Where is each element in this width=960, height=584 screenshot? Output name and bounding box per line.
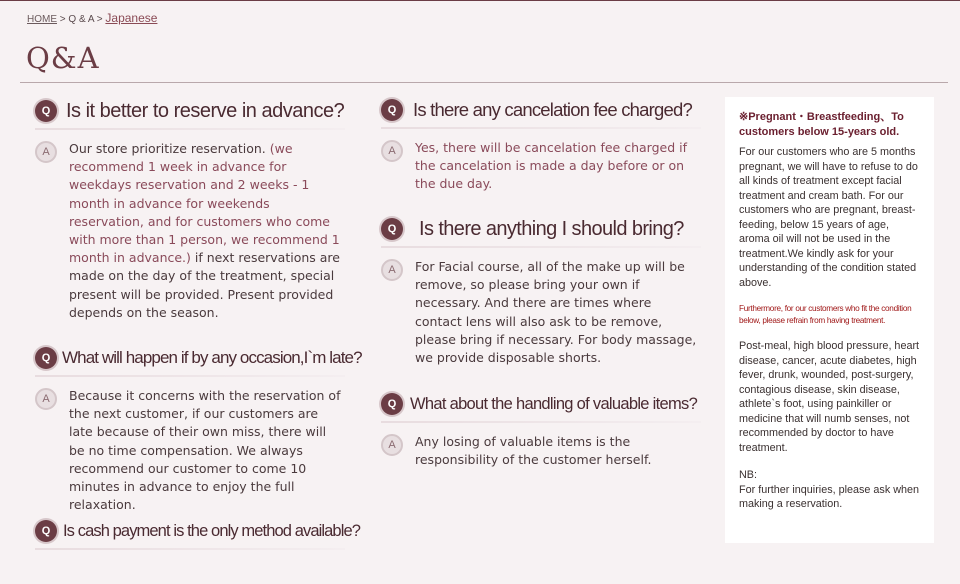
breadcrumb-home-link[interactable]: HOME bbox=[27, 14, 57, 25]
answer-text bbox=[69, 140, 344, 322]
contraindications-list: Post-meal, high blood pressure, heart disease, cancer, acute diabetes, high fever, drunk, wounded, post-surgery, contagious disease, skin disease, athlete`s foot, using painkiller or medicine that will numb senses, not recommended by doctor to have treatment. bbox=[739, 340, 920, 454]
answer-row bbox=[35, 387, 345, 514]
language-japanese-link[interactable]: Japanese bbox=[105, 11, 158, 25]
qa-item-valuables bbox=[381, 389, 701, 469]
qa-item-payment bbox=[35, 516, 361, 546]
breadcrumb-separator: > bbox=[96, 14, 103, 25]
nb-label: NB: bbox=[739, 469, 757, 481]
breadcrumb-current: Q & A bbox=[68, 14, 94, 25]
q-badge-icon: Q bbox=[381, 99, 403, 121]
question-header bbox=[381, 214, 701, 244]
breadcrumb bbox=[27, 11, 157, 25]
answer-text-highlight: (we recommend 1 week in advance for weekdays reservation and 2 weeks - 1 month in advance for weekends reservation, and for customers who come with more than 1 person, we recommend 1 month in advance.) bbox=[69, 141, 340, 266]
breadcrumb-separator: > bbox=[59, 14, 66, 25]
qa-item-late bbox=[35, 343, 362, 514]
answer-text-plain: Our store prioritize reservation. bbox=[69, 141, 270, 156]
answer-row bbox=[381, 433, 701, 469]
q-badge-icon: Q bbox=[35, 347, 57, 369]
question-text: Is cash payment is the only method available? bbox=[63, 521, 361, 540]
question-header bbox=[381, 389, 701, 419]
question-text: What about the handling of valuable items? bbox=[410, 394, 698, 413]
qa-item-cancel-fee bbox=[381, 95, 701, 194]
a-badge-icon: A bbox=[381, 434, 403, 456]
a-badge-icon: A bbox=[381, 259, 403, 281]
q-badge-icon: Q bbox=[381, 218, 403, 240]
answer-row bbox=[381, 258, 701, 367]
question-header bbox=[35, 96, 345, 126]
page-title: Q&A bbox=[26, 41, 100, 75]
a-badge-icon: A bbox=[35, 141, 57, 163]
qa-item-bring bbox=[381, 214, 701, 367]
question-text: Is it better to reserve in advance? bbox=[66, 99, 345, 122]
answer-text: Yes, there will be cancelation fee charged if the cancelation is made a day before or on the due day. bbox=[415, 140, 687, 192]
a-badge-icon: A bbox=[35, 388, 57, 410]
qa-item-reserve bbox=[35, 96, 345, 322]
question-header bbox=[381, 95, 701, 125]
answer-text: For Facial course, all of the make up will be remove, so please bring your own if necessary. And there are times where contact lens will also ask to be remove, please bring if necessary. For body massage, we provide disposable shorts. bbox=[415, 259, 697, 366]
notice-heading: ※Pregnant・Breastfeeding、To customers below 15-years old. bbox=[739, 111, 904, 138]
a-badge-icon: A bbox=[381, 140, 403, 162]
notice-warning: Furthermore, for our customers who fit the condition below, please refrain from having treatment. bbox=[739, 304, 912, 325]
question-text: Is there anything I should bring? bbox=[419, 217, 684, 240]
answer-text: Because it concerns with the reservation of the next customer, if our customers are late because of their own miss, there will be no time compensation. We always recommend our customer to come 10 minutes in advance to enjoy the full relaxation. bbox=[69, 388, 341, 513]
question-text: Is there any cancelation fee charged? bbox=[413, 99, 692, 120]
nb-text: For further inquiries, please ask when making a reservation. bbox=[739, 483, 920, 510]
answer-text-plain: if next reservations are made on the day of the treatment, special present will be provided. Present provided depends on the season. bbox=[69, 250, 340, 320]
title-divider bbox=[20, 82, 948, 83]
q-badge-icon: Q bbox=[35, 520, 57, 542]
notice-panel bbox=[725, 97, 934, 543]
answer-row bbox=[381, 139, 701, 194]
notice-paragraph: For our customers who are 5 months pregnant, we will have to refuse to do all kinds of treatment except facial treatment and cream bath. For our customers who are pregnant, breast-feeding, below 15 years of age, aroma oil will not be used in the treatment.We kindly ask for your understanding of the condition stated above. bbox=[739, 146, 918, 289]
question-text: What will happen if by any occasion,I`m late? bbox=[62, 348, 362, 367]
question-header bbox=[35, 343, 362, 373]
answer-text: Any losing of valuable items is the responsibility of the customer herself. bbox=[415, 434, 652, 468]
q-badge-icon: Q bbox=[381, 393, 403, 415]
answer-row bbox=[35, 140, 345, 322]
q-badge-icon: Q bbox=[35, 100, 57, 122]
question-header bbox=[35, 516, 361, 546]
